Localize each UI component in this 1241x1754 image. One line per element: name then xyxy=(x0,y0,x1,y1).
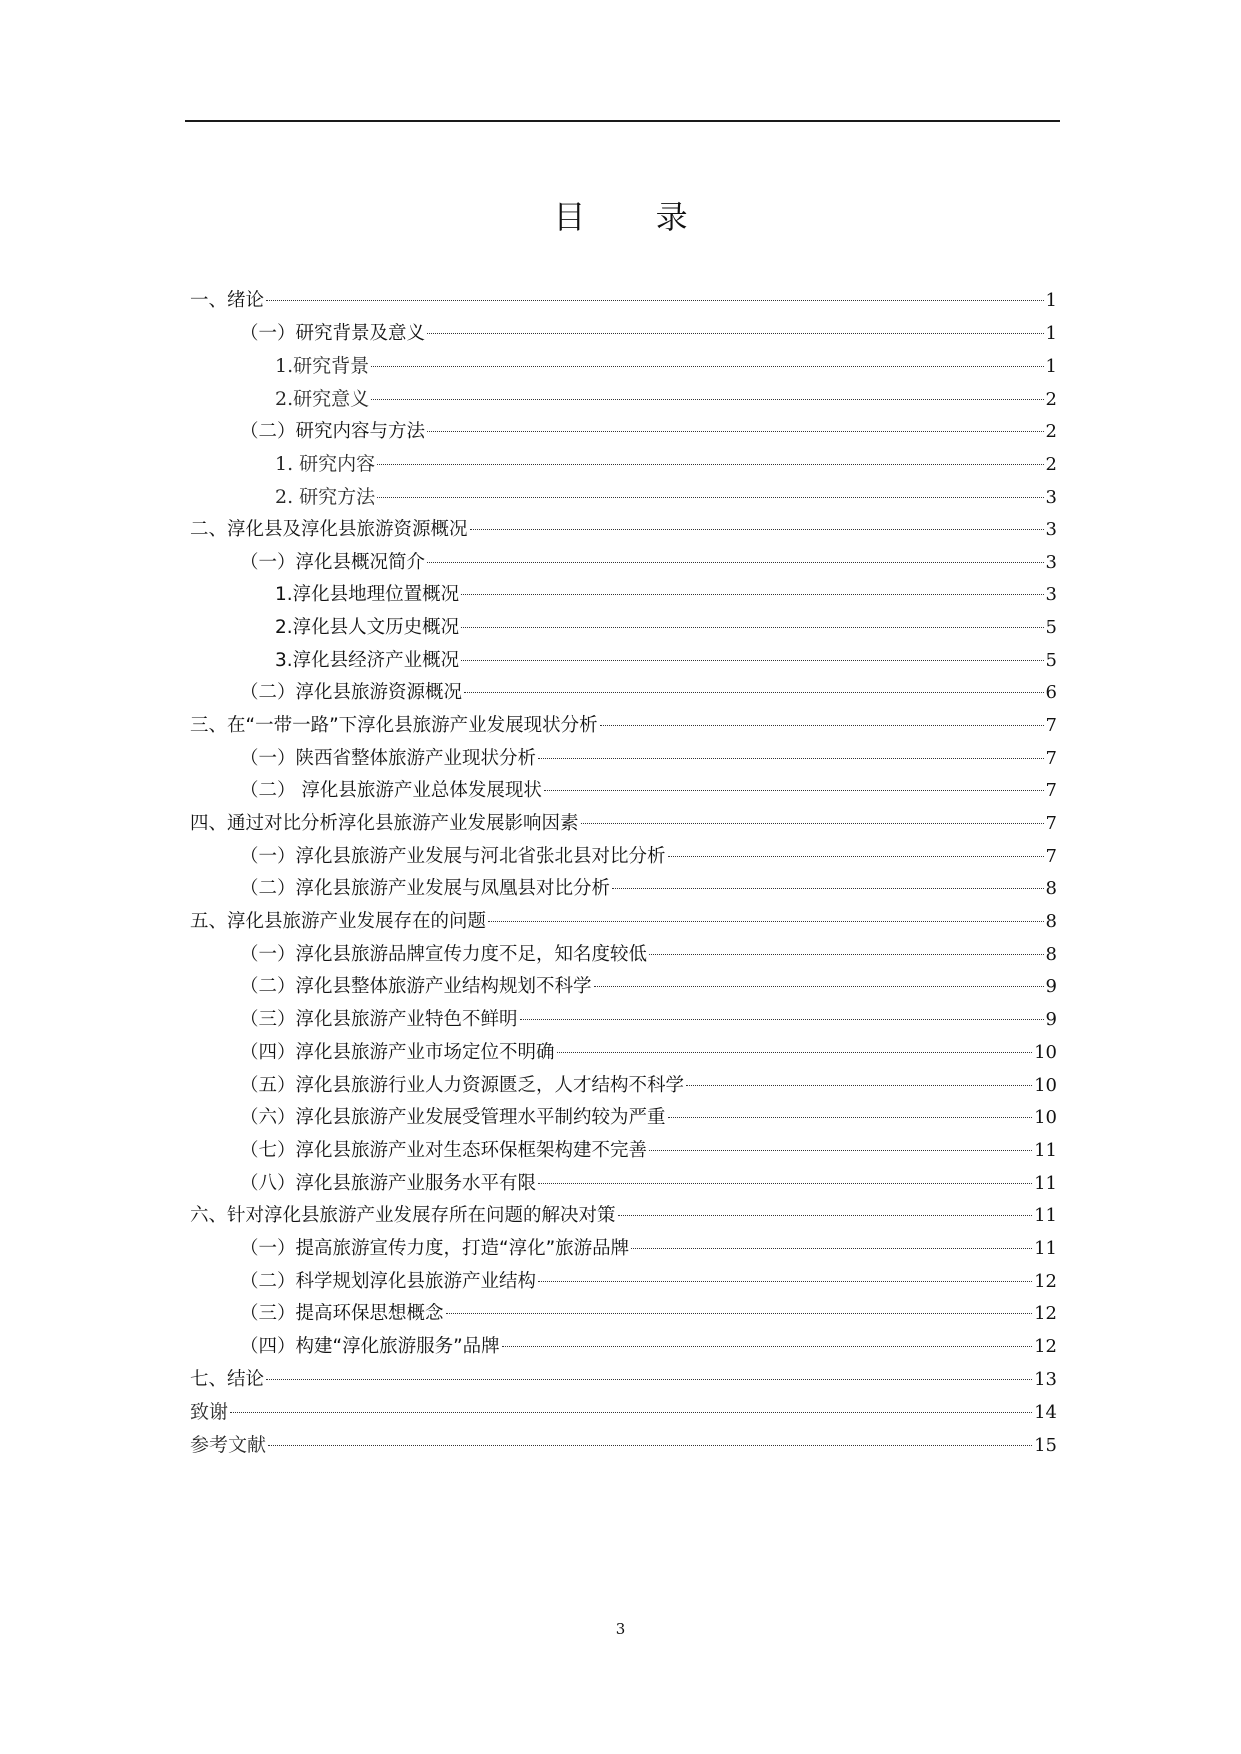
toc-dot-leader xyxy=(266,1379,1032,1380)
toc-entry-page: 11 xyxy=(1034,1205,1057,1227)
toc-entry-page: 5 xyxy=(1045,616,1057,638)
toc-dot-leader xyxy=(557,1052,1033,1053)
toc-entry-title: （六）淳化县旅游产业发展受管理水平制约较为严重 xyxy=(240,1107,666,1129)
toc-entry-page: 3 xyxy=(1045,551,1057,573)
toc-entry[interactable] xyxy=(190,547,1057,580)
toc-dot-leader xyxy=(371,366,1043,367)
toc-entry-title: 二、淳化县及淳化县旅游资源概况 xyxy=(190,518,468,540)
toc-entry[interactable] xyxy=(190,677,1057,710)
toc-entry-page: 10 xyxy=(1034,1041,1057,1063)
toc-entry[interactable] xyxy=(190,841,1057,874)
toc-entry-title: 七、结论 xyxy=(190,1368,265,1390)
toc-entry-page: 9 xyxy=(1045,1009,1057,1031)
header-rule xyxy=(185,120,1060,122)
toc-entry-page: 11 xyxy=(1034,1172,1057,1194)
toc-entry-page: 2 xyxy=(1045,389,1057,411)
toc-entry-page: 10 xyxy=(1034,1107,1057,1129)
toc-dot-leader xyxy=(461,627,1043,628)
toc-entry-page: 12 xyxy=(1034,1336,1057,1357)
toc-dot-leader xyxy=(649,1150,1032,1151)
toc-entry-title: 五、淳化县旅游产业发展存在的问题 xyxy=(190,911,487,933)
toc-entry[interactable] xyxy=(190,285,1057,318)
toc-entry-title: 三、在“一带一路”下淳化县旅游产业发展现状分析 xyxy=(190,714,598,736)
toc-entry[interactable] xyxy=(190,1233,1057,1266)
toc-entry-page: 12 xyxy=(1034,1303,1057,1325)
toc-entry[interactable] xyxy=(190,383,1057,416)
toc-entry[interactable] xyxy=(190,775,1057,808)
toc-entry-title: 3.淳化县经济产业概况 xyxy=(275,649,460,671)
toc-entry-title: （二）淳化县整体旅游产业结构规划不科学 xyxy=(240,976,592,998)
toc-dot-leader xyxy=(502,1346,1032,1347)
toc-entry-page: 11 xyxy=(1034,1139,1057,1161)
toc-entry-title: （四）淳化县旅游产业市场定位不明确 xyxy=(240,1041,555,1063)
toc-entry-page: 10 xyxy=(1034,1074,1057,1096)
toc-entry-title: 2. 研究方法 xyxy=(275,486,376,509)
toc-entry[interactable] xyxy=(190,1396,1057,1429)
toc-entry-page: 5 xyxy=(1045,649,1057,671)
toc-entry[interactable] xyxy=(190,939,1057,972)
toc-dot-leader xyxy=(668,1117,1033,1118)
toc-entry-title: （一）淳化县旅游品牌宣传力度不足，知名度较低 xyxy=(240,943,648,965)
toc-entry-title: （五）淳化县旅游行业人力资源匮乏，人才结构不科学 xyxy=(240,1074,685,1096)
toc-entry-title: 2.研究意义 xyxy=(275,388,370,411)
toc-entry-title: （一）陕西省整体旅游产业现状分析 xyxy=(240,747,537,769)
toc-entry-page: 3 xyxy=(1045,487,1057,509)
toc-dot-leader xyxy=(461,660,1043,661)
toc-dot-leader xyxy=(538,1183,1032,1184)
toc-entry-title: （一）淳化县概况简介 xyxy=(240,551,426,573)
toc-dot-leader xyxy=(268,1445,1032,1446)
toc-entry[interactable] xyxy=(190,906,1057,939)
toc-entry-title: （一）研究背景及意义 xyxy=(240,322,426,344)
toc-dot-leader xyxy=(594,986,1044,987)
toc-entry[interactable] xyxy=(190,645,1057,678)
toc-entry[interactable] xyxy=(190,1429,1057,1462)
toc-entry[interactable] xyxy=(190,1037,1057,1070)
toc-dot-leader xyxy=(427,431,1044,432)
toc-entry-title: 六、针对淳化县旅游产业发展存所在问题的解决对策 xyxy=(190,1205,616,1227)
toc-entry[interactable] xyxy=(190,971,1057,1004)
page-number: 3 xyxy=(615,1620,626,1638)
toc-entry[interactable] xyxy=(190,710,1057,743)
toc-dot-leader xyxy=(427,333,1044,334)
toc-dot-leader xyxy=(631,1248,1032,1249)
toc-dot-leader xyxy=(581,823,1044,824)
toc-entry-title: （一）提高旅游宣传力度，打造“淳化”旅游品牌 xyxy=(240,1237,630,1259)
toc-dot-leader xyxy=(427,562,1044,563)
toc-dot-leader xyxy=(377,464,1043,465)
toc-entry-title: （八）淳化县旅游产业服务水平有限 xyxy=(240,1172,537,1194)
toc-entry-page: 7 xyxy=(1045,845,1057,867)
toc-entry-page: 7 xyxy=(1045,747,1057,769)
toc-entry-title: 参考文献 xyxy=(190,1434,267,1457)
toc-dot-leader xyxy=(600,725,1044,726)
toc-entry-page: 3 xyxy=(1045,518,1057,540)
toc-entry-page: 14 xyxy=(1034,1402,1057,1424)
toc-dot-leader xyxy=(668,856,1044,857)
toc-entry[interactable] xyxy=(190,1004,1057,1037)
toc-entry[interactable] xyxy=(190,873,1057,906)
toc-dot-leader xyxy=(488,921,1044,922)
toc-entry-page: 11 xyxy=(1034,1237,1057,1259)
toc-dot-leader xyxy=(371,399,1043,400)
toc-entry[interactable] xyxy=(190,579,1057,612)
toc-entry-page: 7 xyxy=(1045,780,1057,802)
toc-entry-page: 2 xyxy=(1045,454,1057,476)
toc-entry-title: 一、绪论 xyxy=(190,290,265,311)
toc-entry-page: 1 xyxy=(1045,322,1057,344)
toc-dot-leader xyxy=(686,1085,1032,1086)
toc-dot-leader xyxy=(470,529,1044,530)
toc-entry-title: 1.研究背景 xyxy=(275,355,370,378)
table-of-contents xyxy=(190,285,1057,1462)
toc-dot-leader xyxy=(266,300,1044,301)
toc-entry[interactable] xyxy=(190,1070,1057,1103)
toc-dot-leader xyxy=(612,888,1044,889)
toc-entry-title: （七）淳化县旅游产业对生态环保框架构建不完善 xyxy=(240,1139,648,1161)
toc-dot-leader xyxy=(464,692,1044,693)
toc-entry-title: （二）科学规划淳化县旅游产业结构 xyxy=(240,1270,537,1292)
toc-entry-page: 7 xyxy=(1045,813,1057,834)
toc-entry[interactable] xyxy=(190,743,1057,776)
toc-entry-title: （三）提高环保思想概念 xyxy=(240,1303,444,1325)
toc-entry-page: 8 xyxy=(1045,943,1057,965)
toc-entry-page: 1 xyxy=(1045,290,1057,311)
toc-entry-title: 四、通过对比分析淳化县旅游产业发展影响因素 xyxy=(190,813,579,834)
toc-entry[interactable] xyxy=(190,1331,1057,1364)
toc-entry[interactable] xyxy=(190,1102,1057,1135)
toc-entry[interactable] xyxy=(190,1298,1057,1331)
toc-dot-leader xyxy=(461,594,1043,595)
toc-entry[interactable] xyxy=(190,514,1057,547)
toc-entry[interactable] xyxy=(190,1200,1057,1233)
toc-entry-title: （二）淳化县旅游产业发展与凤凰县对比分析 xyxy=(240,878,611,900)
toc-entry-page: 13 xyxy=(1034,1368,1057,1390)
toc-entry-title: 致谢 xyxy=(190,1401,229,1424)
toc-entry-title: （二）研究内容与方法 xyxy=(240,420,426,442)
toc-entry-page: 7 xyxy=(1045,714,1057,736)
toc-entry[interactable] xyxy=(190,448,1057,481)
toc-entry-title: （四）构建“淳化旅游服务”品牌 xyxy=(240,1336,500,1357)
toc-entry[interactable] xyxy=(190,318,1057,351)
toc-entry-page: 6 xyxy=(1045,682,1057,704)
toc-dot-leader xyxy=(520,1019,1044,1020)
toc-dot-leader xyxy=(618,1215,1033,1216)
toc-dot-leader xyxy=(538,1281,1032,1282)
toc-entry-page: 2 xyxy=(1045,420,1057,442)
toc-entry-page: 8 xyxy=(1045,911,1057,933)
toc-dot-leader xyxy=(230,1412,1032,1413)
toc-entry-page: 15 xyxy=(1034,1435,1057,1457)
toc-entry-title: （一）淳化县旅游产业发展与河北省张北县对比分析 xyxy=(240,845,666,867)
toc-entry[interactable] xyxy=(190,1135,1057,1168)
toc-entry-title: （二）淳化县旅游资源概况 xyxy=(240,682,463,704)
toc-entry-page: 3 xyxy=(1045,584,1057,606)
toc-entry[interactable] xyxy=(190,1266,1057,1299)
toc-entry[interactable] xyxy=(190,481,1057,514)
toc-entry[interactable] xyxy=(190,808,1057,841)
toc-entry[interactable] xyxy=(190,1364,1057,1397)
toc-dot-leader xyxy=(446,1313,1033,1314)
toc-entry-page: 1 xyxy=(1045,356,1057,378)
toc-entry-title: （二） 淳化县旅游产业总体发展现状 xyxy=(240,780,542,802)
toc-entry-title: 1.淳化县地理位置概况 xyxy=(275,584,460,606)
toc-dot-leader xyxy=(538,758,1044,759)
toc-entry[interactable] xyxy=(190,350,1057,383)
toc-entry[interactable] xyxy=(190,612,1057,645)
toc-entry-page: 9 xyxy=(1045,976,1057,998)
toc-entry-title: （三）淳化县旅游产业特色不鲜明 xyxy=(240,1009,518,1031)
page-title: 目 录 xyxy=(553,198,718,236)
toc-dot-leader xyxy=(377,497,1043,498)
toc-entry-title: 2.淳化县人文历史概况 xyxy=(275,616,460,638)
toc-dot-leader xyxy=(544,790,1044,791)
toc-dot-leader xyxy=(649,954,1044,955)
toc-entry[interactable] xyxy=(190,1168,1057,1201)
toc-entry-title: 1. 研究内容 xyxy=(275,453,376,476)
toc-entry-page: 8 xyxy=(1045,878,1057,900)
toc-entry-page: 12 xyxy=(1034,1270,1057,1292)
toc-entry[interactable] xyxy=(190,416,1057,449)
